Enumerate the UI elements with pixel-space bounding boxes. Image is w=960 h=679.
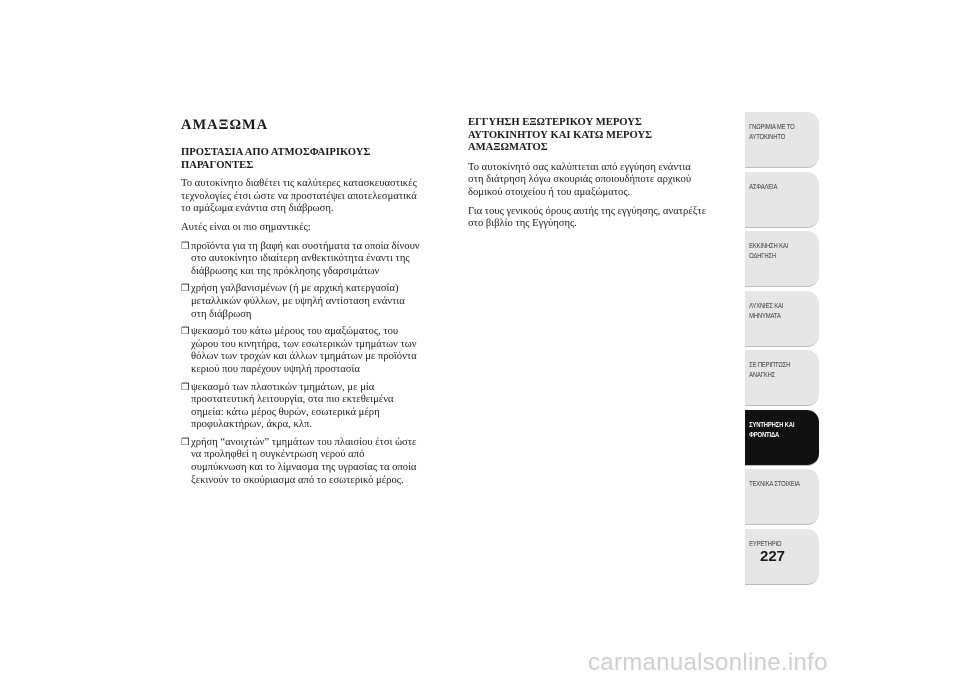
bullet-line: χώρου του κινητήρα, των εσωτερικών τμημάτων των bbox=[191, 338, 417, 350]
bullet-line: προφυλακτήρων, άκρα, κλπ. bbox=[191, 419, 312, 431]
chapter-tab-label: ΑΣΦΑΛΕΙΑ bbox=[749, 181, 778, 191]
chapter-tab-label: ΣΕ ΠΕΡΙΠΤΩΣΗ bbox=[749, 360, 791, 369]
chapter-tab[interactable] bbox=[745, 112, 819, 168]
bullet-line: χρήση “ανοιχτών” τμημάτων του πλαισίου έτσι ώστε bbox=[191, 436, 417, 448]
checkbox-bullet-icon: ❒ bbox=[181, 327, 190, 338]
right-column bbox=[468, 117, 740, 237]
bullet-line: ψεκασμό των πλαστικών τμημάτων, με μία bbox=[191, 381, 375, 393]
page-number: 227 bbox=[760, 548, 786, 565]
bullet-line: θόλων των τροχών και άλλων τμημάτων με προϊόντα bbox=[191, 351, 417, 363]
right-subheading: ΕΓΓΥΗΣΗ ΕΞΩΤΕΡΙΚΟΥ ΜΕΡΟΥΣ ΑΥΤΟΚΙΝΗΤΟΥ ΚΑΙ ΚΑΤΩ ΜΕΡΟΥΣ ΑΜΑΞΩΜΑΤΟΣ bbox=[468, 117, 653, 154]
chapter-tab-label: ΕΚΚΙΝΗΣΗ ΚΑΙ bbox=[749, 241, 789, 250]
chapter-tab-label: ΦΡΟΝΤΙΔΑ bbox=[749, 429, 780, 439]
bullet-item bbox=[181, 241, 453, 279]
chapter-tab-label: ΕΥΡΕΤΗΡΙΟ bbox=[749, 538, 782, 548]
chapter-tab-label: ΑΥΤΟΚΙΝΗΤΟ bbox=[749, 132, 786, 141]
bullet-line: μεταλλικών φύλλων, με υψηλή αντίσταση ενάντια bbox=[191, 295, 405, 307]
bullet-line: στη διάβρωση bbox=[191, 308, 252, 320]
checkbox-bullet-icon: ❒ bbox=[181, 284, 190, 295]
bullet-line: διάβρωσης και της πρόκλησης γδαρσιμάτων bbox=[191, 265, 380, 277]
checkbox-bullet-icon: ❒ bbox=[181, 241, 190, 252]
left-column bbox=[181, 117, 453, 492]
bullet-line: ξεκινούν το σκούριασμα από το εσωτερικό μέρος. bbox=[191, 474, 404, 486]
watermark: carmanualsonline.info bbox=[588, 649, 828, 676]
chapter-tab[interactable] bbox=[745, 291, 819, 347]
chapter-tab-label: ΓΝΩΡΙΜΙΑ ΜΕ ΤΟ bbox=[749, 122, 795, 131]
bullet-line: προϊόντα για τη βαφή και συστήματα τα οποία δίνουν bbox=[191, 240, 420, 252]
checkbox-bullet-icon: ❒ bbox=[181, 382, 190, 393]
bullet-item bbox=[181, 437, 453, 487]
chapter-tab[interactable] bbox=[745, 410, 819, 466]
chapter-tab[interactable] bbox=[745, 469, 819, 525]
bullet-line: χρήση γαλβανισμένων (ή με αρχική κατεργασία) bbox=[191, 283, 399, 295]
bullet-line: ψεκασμό του κάτω μέρους του αμαξώματος, του bbox=[191, 326, 399, 338]
bullet-item bbox=[181, 382, 453, 432]
lead-text: Αυτές είναι οι πιο σημαντικές: bbox=[181, 221, 311, 233]
bullet-line: κεριού που παρέχουν υψηλή προστασία bbox=[191, 363, 360, 375]
chapter-tab-label: ΛΥΧΝΙΕΣ ΚΑΙ bbox=[749, 300, 784, 310]
section-title: ΑΜΑΞΩΜΑ bbox=[181, 117, 269, 133]
chapter-tab[interactable] bbox=[745, 231, 819, 287]
chapter-tab-label: ΣΥΝΤΗΡΗΣΗ ΚΑΙ bbox=[749, 419, 795, 429]
chapter-tab-label: ΤΕΧΝΙΚΑ ΣΤΟΙΧΕΙΑ bbox=[749, 479, 800, 488]
chapter-tab-label: ΜΗΝΥΜΑΤΑ bbox=[749, 310, 781, 320]
checkbox-bullet-icon: ❒ bbox=[181, 437, 190, 448]
warranty-paragraph: Το αυτοκίνητό σας καλύπτεται από εγγύηση ενάντια στη διάτρηση λόγω σκουριάς οποιουδήποτε αρχικού δομικού στοιχείου ή του αμαξώματος. bbox=[468, 161, 692, 198]
bullet-item bbox=[181, 283, 453, 321]
bullet-line: σημεία: κάτω μέρος θυρών, εσωτερικά μέρη bbox=[191, 406, 380, 418]
chapter-tab-label: ΑΝΑΓΚΗΣ bbox=[749, 370, 776, 379]
bullet-line: στο αυτοκίνητο ιδιαίτερη ανθεκτικότητα έναντι της bbox=[191, 253, 410, 265]
bullet-line: να προληφθεί η συγκέντρωση νερού από bbox=[191, 449, 365, 461]
intro-paragraph: Το αυτοκίνητο διαθέτει τις καλύτερες κατασκευαστικές τεχνολογίες έτσι ώστε να προστατέψει αποτελεσματικά το αμάξωμα ενάντια στη διάβρωση. bbox=[181, 178, 417, 215]
bullet-line: συμπύκνωση και το λίμνασμα της υγρασίας τα οποία bbox=[191, 462, 417, 474]
bullet-list bbox=[181, 241, 453, 488]
chapter-tabs bbox=[745, 112, 819, 588]
chapter-tab-label: ΟΔΗΓΗΣΗ bbox=[749, 251, 777, 260]
left-subheading: ΠΡΟΣΤΑΣΙΑ ΑΠΟ ΑΤΜΟΣΦΑΙΡΙΚΟΥΣ ΠΑΡΑΓΟΝΤΕΣ bbox=[181, 147, 371, 171]
bullet-item bbox=[181, 326, 453, 376]
warranty-reference-paragraph: Για τους γενικούς όρους αυτής της εγγύησης, ανατρέξτε στο βιβλίο της Εγγύησης. bbox=[468, 205, 707, 230]
chapter-tab[interactable] bbox=[745, 172, 819, 228]
chapter-tab[interactable] bbox=[745, 350, 819, 406]
bullet-line: προστατευτική λειτουργία, στα πιο εκτεθειμένα bbox=[191, 394, 394, 406]
